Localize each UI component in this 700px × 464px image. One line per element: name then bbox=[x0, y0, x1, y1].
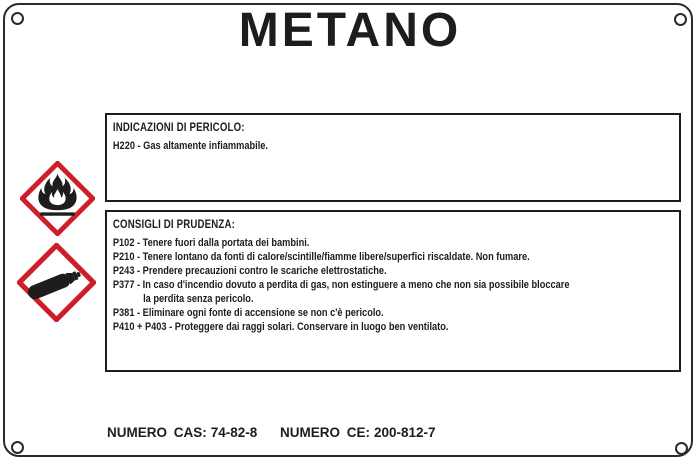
ce-number-label: NUMERO CE: bbox=[280, 425, 370, 440]
precautionary-statement-p410-p403: P410 + P403 - Proteggere dai raggi solari. Conservare in luogo ben ventilato. bbox=[112, 321, 449, 333]
precautionary-statement-p243: P243 - Prendere precauzioni contro le scariche elettrostatiche. bbox=[112, 265, 387, 277]
precautionary-statements-heading: CONSIGLI DI PRUDENZA: bbox=[112, 219, 236, 231]
ce-number bbox=[280, 425, 436, 440]
hazard-statements-box bbox=[105, 113, 681, 202]
mounting-hole-bottom-right bbox=[675, 442, 688, 455]
product-name: METANO bbox=[238, 4, 462, 57]
hazard-statements-heading: INDICAZIONI DI PERICOLO: bbox=[112, 122, 245, 134]
precautionary-statement-p381: P381 - Eliminare ogni fonte di accensione se non c'è pericolo. bbox=[112, 307, 384, 319]
precautionary-statement-p210: P210 - Tenere lontano da fonti di calore/scintille/fiamme libere/superfici riscaldate. Non fumare. bbox=[112, 251, 530, 263]
cas-number bbox=[107, 425, 257, 440]
hazard-statement-h220: H220 - Gas altamente infiammabile. bbox=[112, 140, 268, 152]
precautionary-statement-p102: P102 - Tenere fuori dalla portata dei bambini. bbox=[112, 237, 310, 249]
precautionary-statement-p377-continued: la perdita senza pericolo. bbox=[143, 293, 254, 305]
ce-number-value: 200-812-7 bbox=[374, 425, 436, 440]
flame-base-bar bbox=[40, 212, 75, 215]
gas-cylinder-pictogram-icon bbox=[17, 243, 96, 322]
precautionary-statements-box bbox=[105, 210, 681, 372]
cas-number-label: NUMERO CAS: bbox=[107, 425, 207, 440]
precautionary-statement-p377: P377 - In caso d'incendio dovuto a perdita di gas, non estinguere a meno che non sia possibile bloccare bbox=[112, 279, 570, 291]
cas-number-value: 74-82-8 bbox=[210, 425, 258, 440]
flame-pictogram-icon bbox=[20, 161, 95, 236]
mounting-hole-bottom-left bbox=[11, 441, 24, 454]
